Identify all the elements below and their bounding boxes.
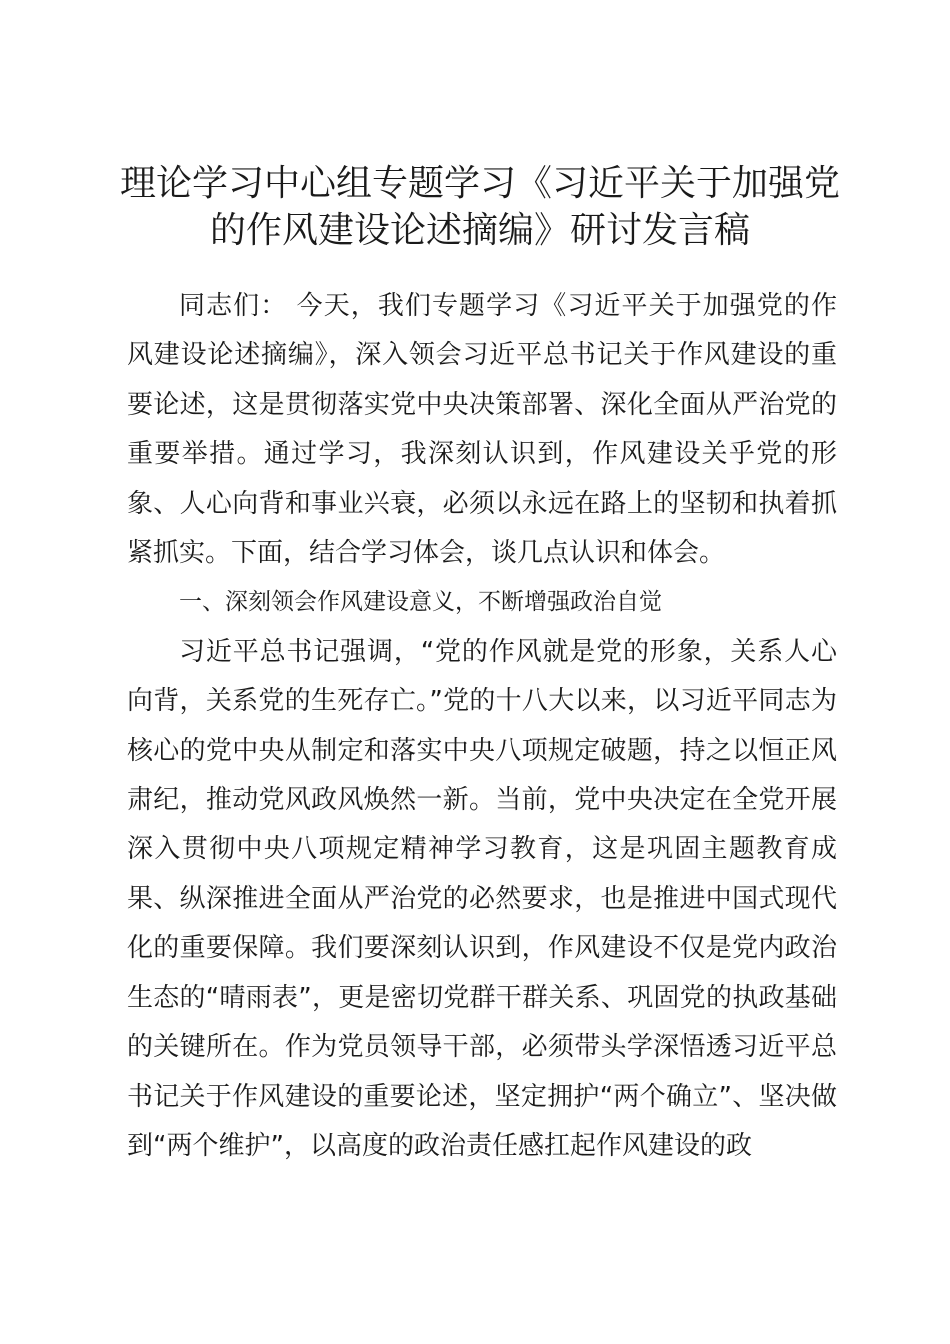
paragraph-section-1: 习近平总书记强调，“党的作风就是党的形象，关系人心向背，关系党的生死存亡。”党的十八大以来，以习近平同志为核心的党中央从制定和落实中央八项规定破题，持之以恒正风肃纪，推动党风政风焕然一新。当前，党中央决定在全党开展深入贯彻中央八项规定精神学习教育，这是巩固主题教育成果、纵深推进全面从严治党的必然要求，也是推进中国式现代化的重要保障。我们要深刻认识到，作风建设不仅是党内政治生态的“晴雨表”，更是密切党群干群关系、巩固党的执政基础的关键所在。作为党员领导干部，必须带头学深悟透习近平总书记关于作风建设的重要论述，坚定拥护“两个确立”、坚决做到“两个维护”，以高度的政治责任感扛起作风建设的政 bbox=[127, 636, 837, 1161]
section-heading-1: 一、深刻领会作风建设意义，不断增强政治自觉 bbox=[179, 589, 662, 616]
document-body bbox=[127, 282, 837, 1171]
document-title bbox=[118, 160, 842, 254]
paragraph-opening: 同志们： 今天，我们专题学习《习近平关于加强党的作风建设论述摘编》，深入领会习近平总书记关于作风建设的重要论述，这是贯彻落实党中央决策部署、深化全面从严治党的重要举措。通过学习，我深刻认识到，作风建设关乎党的形象、人心向背和事业兴衰，必须以永远在路上的坚韧和执着抓紧抓实。下面，结合学习体会，谈几点认识和体会。 bbox=[127, 291, 837, 569]
title-line-2: 的作风建设论述摘编》研讨发言稿 bbox=[209, 210, 750, 251]
title-line-1: 理论学习中心组专题学习《习近平关于加强党 bbox=[119, 163, 840, 204]
